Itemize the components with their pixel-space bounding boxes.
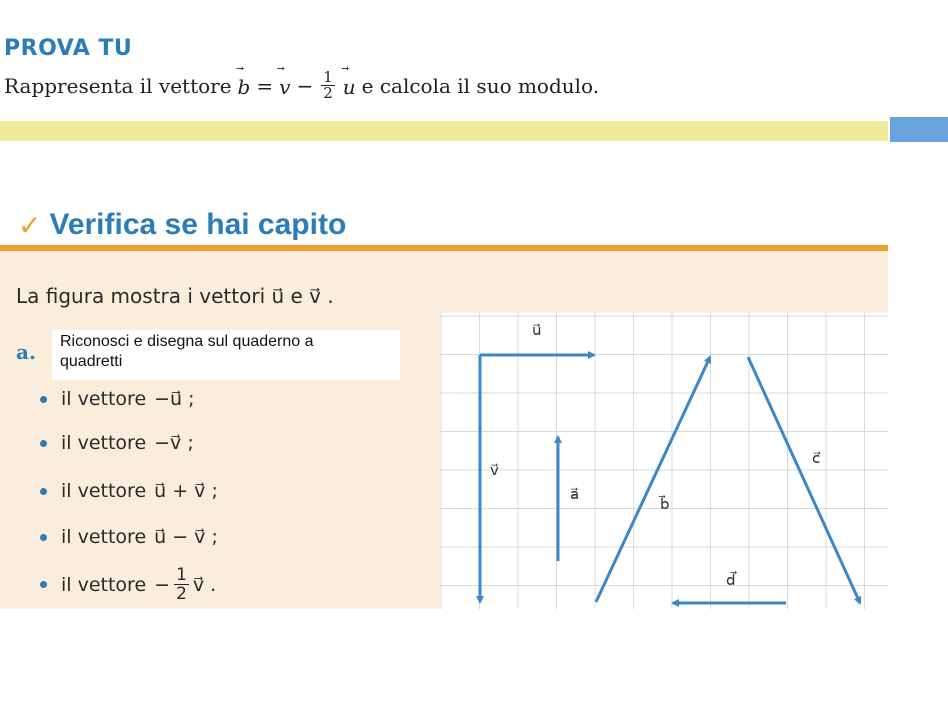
list-item [40, 566, 216, 603]
label-a: a⃗ [570, 485, 580, 503]
item-label: il vettore [61, 432, 147, 454]
expr-suffix: v⃗ . [192, 573, 217, 596]
list-item [40, 432, 194, 454]
vector-b-symbol: ⃗ b [238, 73, 251, 99]
verifica-title: Verifica se hai capito [49, 208, 347, 241]
prova-tu-title: PROVA TU [4, 36, 133, 61]
exercise-letter-a: a. [16, 340, 36, 364]
verifica-heading [18, 208, 346, 242]
exercise-task: Riconosci e disegna sul quaderno a quadretti [60, 333, 314, 370]
list-item [40, 526, 218, 548]
vector-v-symbol: ⃗ v [279, 73, 290, 99]
label-d: d⃗ [726, 571, 736, 589]
fraction-denominator: 2 [176, 584, 187, 604]
blue-divider-block [890, 117, 948, 142]
bullet-dot [40, 396, 47, 403]
bullet-dot [40, 534, 47, 541]
fraction-one-half [174, 566, 189, 603]
fraction-numerator: 1 [323, 68, 333, 86]
list-item [40, 388, 195, 410]
bullet-dot [40, 488, 47, 495]
vector-figure [440, 313, 888, 609]
prova-text-before: Rappresenta il vettore [4, 73, 232, 98]
item-label: il vettore [61, 480, 147, 502]
item-expr: −v⃗ ; [154, 432, 194, 454]
fraction-denominator: 2 [323, 84, 333, 102]
item-label: il vettore [61, 526, 147, 548]
label-v: v⃗ [490, 461, 499, 479]
item-expr: u⃗ − v⃗ ; [154, 526, 218, 548]
bullet-dot [40, 440, 47, 447]
item-label: il vettore [61, 388, 147, 410]
equals-sign: = [256, 73, 274, 98]
expr-prefix: − [154, 573, 171, 596]
item-expr: −u⃗ ; [154, 388, 195, 410]
fraction-numerator: 1 [176, 565, 187, 585]
check-icon: ✓ [18, 209, 42, 241]
grid-background [440, 313, 888, 609]
fraction-one-half [321, 70, 335, 101]
item-expr [154, 566, 216, 603]
label-c: c⃗ [812, 449, 821, 467]
label-u: u⃗ [532, 321, 542, 339]
bullet-dot [40, 581, 47, 588]
yellow-divider-bar [0, 121, 888, 141]
label-b: b⃗ [660, 495, 670, 513]
prova-tu-text [4, 70, 599, 101]
item-label: il vettore [61, 573, 147, 596]
prova-text-after: e calcola il suo modulo. [361, 73, 600, 98]
item-expr: u⃗ + v⃗ ; [154, 480, 218, 502]
vector-u-symbol: ⃗ u [343, 73, 356, 99]
exercise-intro: La figura mostra i vettori u⃗ e v⃗ . [16, 284, 334, 308]
list-item [40, 480, 218, 502]
minus-sign: − [296, 73, 314, 98]
vector-grid-svg [440, 313, 888, 609]
